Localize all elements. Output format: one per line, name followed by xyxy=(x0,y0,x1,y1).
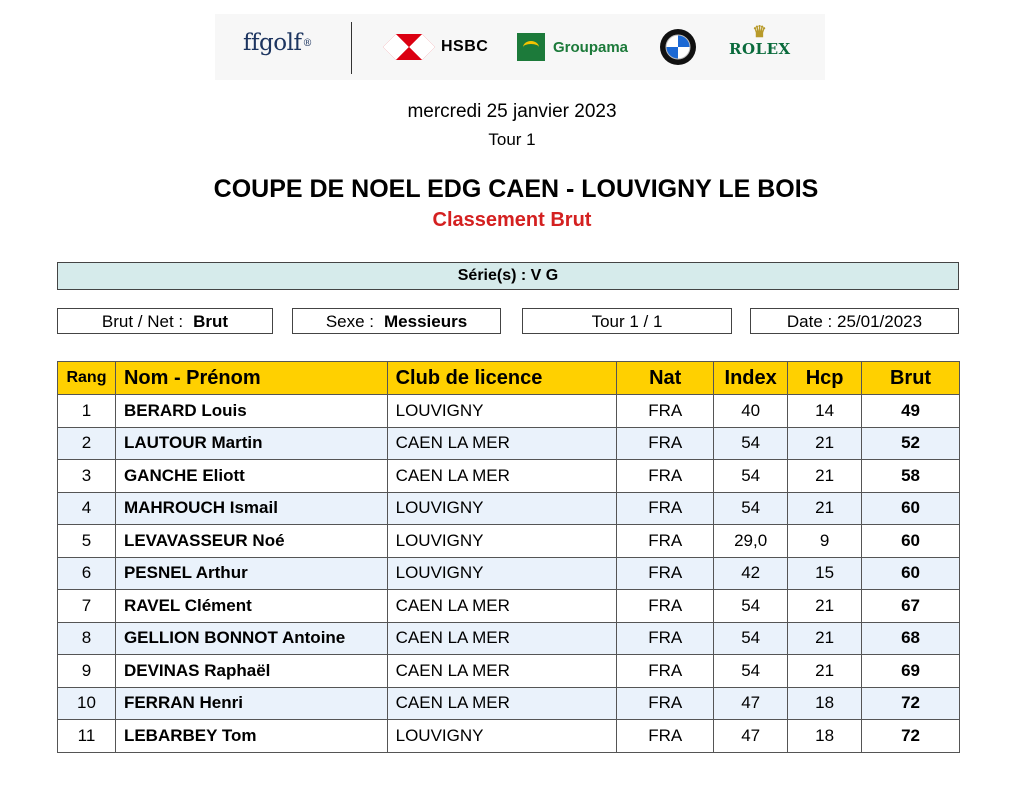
bmw-roundel-icon xyxy=(659,28,697,66)
col-header-index: Index xyxy=(714,362,788,395)
brut-cell: 72 xyxy=(862,720,960,753)
brut-cell: 72 xyxy=(862,687,960,720)
hcp-cell: 21 xyxy=(788,492,862,525)
name-cell: PESNEL Arthur xyxy=(115,557,387,590)
col-header-rang: Rang xyxy=(58,362,116,395)
name-cell: GANCHE Eliott xyxy=(115,460,387,493)
brut-cell: 68 xyxy=(862,622,960,655)
rolex-logo xyxy=(729,24,791,58)
club-cell: LOUVIGNY xyxy=(387,720,617,753)
page-subtitle: Classement Brut xyxy=(432,209,592,231)
nat-cell: FRA xyxy=(617,557,714,590)
nat-cell: FRA xyxy=(617,687,714,720)
rank-cell: 3 xyxy=(58,460,116,493)
series-bar: Série(s) : V G xyxy=(57,262,959,290)
table-row xyxy=(58,687,960,720)
col-header-hcp: Hcp xyxy=(788,362,862,395)
hcp-cell: 18 xyxy=(788,720,862,753)
hcp-cell: 21 xyxy=(788,590,862,623)
nat-cell: FRA xyxy=(617,427,714,460)
nat-cell: FRA xyxy=(617,720,714,753)
nat-cell: FRA xyxy=(617,622,714,655)
groupama-logo xyxy=(517,33,628,61)
brut-net-label: Brut / Net : xyxy=(101,312,184,331)
brut-cell: 49 xyxy=(862,395,960,428)
name-cell: BERARD Louis xyxy=(115,395,387,428)
rank-cell: 6 xyxy=(58,557,116,590)
results-table xyxy=(57,361,960,753)
nat-cell: FRA xyxy=(617,395,714,428)
rank-cell: 8 xyxy=(58,622,116,655)
rank-cell: 7 xyxy=(58,590,116,623)
table-row xyxy=(58,395,960,428)
club-cell: LOUVIGNY xyxy=(387,557,617,590)
rank-cell: 2 xyxy=(58,427,116,460)
date-box xyxy=(750,308,959,334)
table-row xyxy=(58,720,960,753)
tour-value: Tour 1 / 1 xyxy=(591,312,663,331)
index-cell: 54 xyxy=(714,427,788,460)
groupama-wordmark: Groupama xyxy=(553,38,629,56)
club-cell: CAEN LA MER xyxy=(387,655,617,688)
ffgolf-wordmark: ffgolf xyxy=(243,30,302,56)
col-header-nat: Nat xyxy=(617,362,714,395)
table-row xyxy=(58,622,960,655)
brut-net-value: Brut xyxy=(193,312,229,331)
brut-cell: 58 xyxy=(862,460,960,493)
hcp-cell: 21 xyxy=(788,427,862,460)
club-cell: LOUVIGNY xyxy=(387,395,617,428)
club-cell: CAEN LA MER xyxy=(387,687,617,720)
club-cell: LOUVIGNY xyxy=(387,525,617,558)
index-cell: 54 xyxy=(714,590,788,623)
table-header-row xyxy=(58,362,960,395)
sponsor-logos xyxy=(215,14,825,80)
groupama-emblem-icon xyxy=(517,33,545,61)
hcp-cell: 9 xyxy=(788,525,862,558)
name-cell: DEVINAS Raphaël xyxy=(115,655,387,688)
nat-cell: FRA xyxy=(617,492,714,525)
name-cell: LAUTOUR Martin xyxy=(115,427,387,460)
nat-cell: FRA xyxy=(617,460,714,493)
brut-cell: 67 xyxy=(862,590,960,623)
brut-net-box xyxy=(57,308,273,334)
index-cell: 54 xyxy=(714,460,788,493)
nat-cell: FRA xyxy=(617,525,714,558)
name-cell: FERRAN Henri xyxy=(115,687,387,720)
hcp-cell: 14 xyxy=(788,395,862,428)
hcp-cell: 18 xyxy=(788,687,862,720)
col-header-club: Club de licence xyxy=(387,362,617,395)
ffgolf-logo: ffgolf ® xyxy=(243,30,312,56)
logo-divider xyxy=(351,22,352,74)
event-round: Tour 1 xyxy=(488,130,536,149)
name-cell: RAVEL Clément xyxy=(115,590,387,623)
index-cell: 40 xyxy=(714,395,788,428)
rank-cell: 10 xyxy=(58,687,116,720)
date-value: Date : 25/01/2023 xyxy=(786,312,923,331)
club-cell: CAEN LA MER xyxy=(387,460,617,493)
event-date: mercredi 25 janvier 2023 xyxy=(407,101,617,122)
rolex-wordmark: ROLEX xyxy=(729,40,791,58)
tour-box xyxy=(522,308,732,334)
nat-cell: FRA xyxy=(617,590,714,623)
table-row xyxy=(58,427,960,460)
rank-cell: 5 xyxy=(58,525,116,558)
sexe-box xyxy=(292,308,501,334)
hcp-cell: 21 xyxy=(788,622,862,655)
index-cell: 47 xyxy=(714,687,788,720)
brut-cell: 60 xyxy=(862,525,960,558)
brut-cell: 69 xyxy=(862,655,960,688)
name-cell: MAHROUCH Ismail xyxy=(115,492,387,525)
hcp-cell: 21 xyxy=(788,655,862,688)
rank-cell: 1 xyxy=(58,395,116,428)
table-row xyxy=(58,655,960,688)
page-title: COUPE DE NOEL EDG CAEN - LOUVIGNY LE BOIS xyxy=(213,175,819,203)
index-cell: 54 xyxy=(714,622,788,655)
results-body xyxy=(58,395,960,753)
hsbc-wordmark: HSBC xyxy=(441,38,489,55)
table-row xyxy=(58,492,960,525)
table-row xyxy=(58,557,960,590)
bmw-logo xyxy=(659,28,697,66)
rank-cell: 4 xyxy=(58,492,116,525)
index-cell: 47 xyxy=(714,720,788,753)
club-cell: CAEN LA MER xyxy=(387,622,617,655)
name-cell: GELLION BONNOT Antoine xyxy=(115,622,387,655)
hsbc-hexagon-icon xyxy=(383,34,435,60)
index-cell: 42 xyxy=(714,557,788,590)
col-header-brut: Brut xyxy=(862,362,960,395)
index-cell: 54 xyxy=(714,492,788,525)
index-cell: 29,0 xyxy=(714,525,788,558)
crown-icon: ♛ xyxy=(752,22,768,41)
brut-cell: 60 xyxy=(862,557,960,590)
name-cell: LEBARBEY Tom xyxy=(115,720,387,753)
club-cell: CAEN LA MER xyxy=(387,427,617,460)
club-cell: CAEN LA MER xyxy=(387,590,617,623)
table-row xyxy=(58,525,960,558)
hcp-cell: 21 xyxy=(788,460,862,493)
index-cell: 54 xyxy=(714,655,788,688)
rank-cell: 11 xyxy=(58,720,116,753)
hsbc-logo xyxy=(383,34,488,60)
brut-cell: 52 xyxy=(862,427,960,460)
table-row xyxy=(58,460,960,493)
sexe-label: Sexe : xyxy=(325,312,375,331)
nat-cell: FRA xyxy=(617,655,714,688)
sexe-value: Messieurs xyxy=(384,312,468,331)
brut-cell: 60 xyxy=(862,492,960,525)
rank-cell: 9 xyxy=(58,655,116,688)
name-cell: LEVAVASSEUR Noé xyxy=(115,525,387,558)
club-cell: LOUVIGNY xyxy=(387,492,617,525)
hcp-cell: 15 xyxy=(788,557,862,590)
table-row xyxy=(58,590,960,623)
col-header-nom: Nom - Prénom xyxy=(115,362,387,395)
